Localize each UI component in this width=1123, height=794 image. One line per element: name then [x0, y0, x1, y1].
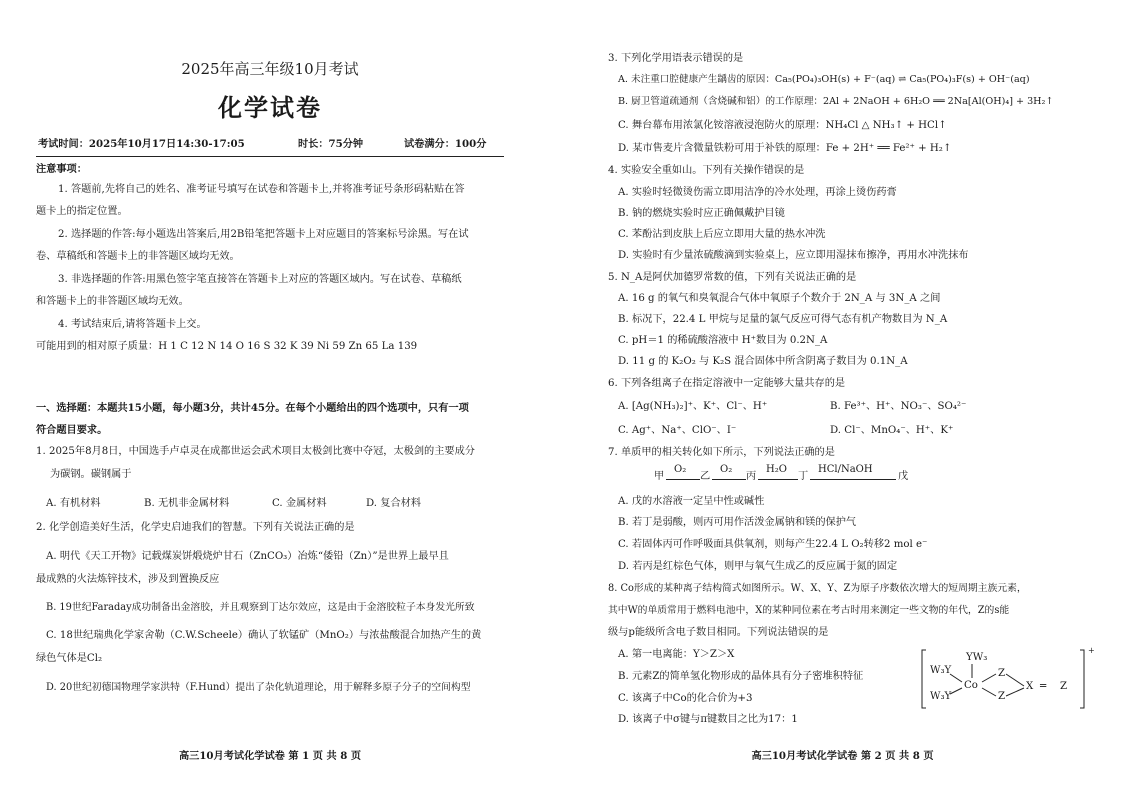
- exam-title: 化学试卷: [218, 93, 322, 122]
- q5-option-d: D. 11 g 的 K₂O₂ 与 K₂S 混合固体中所含阴离子数目为 0.1N_A: [618, 356, 908, 367]
- arrow-4: [810, 479, 896, 480]
- notice-line: 题卡上的指定位置。: [36, 206, 128, 217]
- q4-stem: 4. 实验安全重如山。下列有关操作错误的是: [608, 165, 805, 176]
- q6-option-a: A. [Ag(NH₃)₂]⁺、K⁺、Cl⁻、H⁺: [618, 401, 768, 412]
- ligand-top: YW₃: [966, 652, 988, 663]
- reagent-3: H₂O: [766, 464, 787, 475]
- notice-line: 2. 选择题的作答:每小题选出答案后,用2B铅笔把答题卡上对应题目的答案标号涂黑。写在试: [58, 229, 469, 240]
- reagent-1: O₂: [674, 464, 687, 475]
- q8-stem-cont: 其中W的单质常用于燃料电池中，X的某种同位素在考古时用来测定一些文物的年代，Z的s能: [608, 605, 1010, 616]
- atom-z1: Z: [998, 668, 1006, 679]
- q1-option-a: A. 有机材料: [46, 498, 101, 509]
- q6-option-d: D. Cl⁻、MnO₄⁻、H⁺、K⁺: [830, 425, 954, 436]
- double-bond: ═: [1040, 681, 1047, 692]
- arrow-2: [712, 479, 746, 480]
- q1-option-b: B. 无机非金属材料: [144, 498, 230, 509]
- ion-charge: +: [1088, 646, 1095, 655]
- q1-stem: 1. 2025年8月8日，中国选手卢卓灵在成都世运会武术项目太极剑比赛中夺冠，太极剑的主要成分: [36, 446, 475, 457]
- q3-stem: 3. 下列化学用语表示错误的是: [608, 53, 744, 64]
- q5-option-b: B. 标况下，22.4 L 甲烷与足量的氯气反应可得气态有机产物数目为 N_A: [618, 314, 948, 325]
- q8-stem: 8. Co形成的某种离子结构简式如图所示。W、X、Y、Z为原子序数依次增大的短周期主族元素，: [608, 583, 1027, 594]
- q2-option-b: B. 19世纪Faraday成功制备出金溶胶，并且观察到丁达尔效应，这是由于金溶胶粒子本身发光所致: [46, 602, 475, 613]
- atom-z2: Z: [998, 691, 1006, 702]
- exam-time: 考试时间：2025年10月17日14:30-17:05: [38, 138, 245, 150]
- notice-line: 4. 考试结束后,请将答题卡上交。: [58, 319, 207, 330]
- q1-stem-cont: 为碳钢。碳钢属于: [50, 469, 132, 480]
- q4-option-d: D. 实验时有少量浓硫酸滴到实验桌上，应立即用湿抹布擦净，再用水冲洗抹布: [618, 250, 969, 261]
- notice-line: 和答题卡上的非答题区域均无效。: [36, 296, 189, 307]
- q7-option-c: C. 若固体丙可作呼吸面具供氧剂，则每产生22.4 L O₂转移2 mol e⁻: [618, 539, 928, 550]
- q4-option-a: A. 实验时轻微烫伤需立即用洁净的冷水处理，再涂上烫伤药膏: [618, 187, 897, 198]
- species-yi: 乙: [700, 471, 711, 482]
- q5-stem: 5. N_A是阿伏加德罗常数的值，下列有关说法正确的是: [608, 272, 857, 283]
- q7-stem: 7. 单质甲的相关转化如下所示，下列说法正确的是: [608, 447, 835, 458]
- q8-option-c: C. 该离子中Co的化合价为+3: [618, 693, 753, 704]
- atom-z3: Z: [1060, 681, 1068, 692]
- left-page: [0, 0, 560, 794]
- q2-option-c: C. 18世纪瑞典化学家舍勒（C.W.Scheele）确认了软锰矿（MnO₂）与浓盐酸混合加热产生的黄: [46, 630, 482, 641]
- q2-stem: 2. 化学创造美好生活，化学史启迪我们的智慧。下列有关说法正确的是: [36, 522, 355, 533]
- species-wu: 戊: [898, 471, 909, 482]
- exam-full-score: 试卷满分：100分: [404, 138, 487, 150]
- q8-option-d: D. 该离子中σ键与π键数目之比为17：1: [618, 714, 798, 725]
- q5-option-c: C. pH＝1 的稀硫酸溶液中 H⁺数目为 0.2N_A: [618, 335, 828, 346]
- q4-option-b: B. 钠的燃烧实验时应正确佩戴护目镜: [618, 208, 785, 219]
- section-heading-cont: 符合题目要求。: [36, 424, 108, 436]
- atomic-masses: 可能用到的相对原子质量：H 1 C 12 N 14 O 16 S 32 K 39 Ni 59 Zn 65 La 139: [36, 341, 418, 352]
- arrow-1: [666, 479, 700, 480]
- q6-option-b: B. Fe³⁺、H⁺、NO₃⁻、SO₄²⁻: [830, 401, 967, 412]
- notice-line: 1. 答题前,先将自己的姓名、准考证号填写在试卷和答题卡上,并将准考证号条形码粘贴在答: [58, 184, 465, 195]
- reagent-4: HCl/NaOH: [818, 464, 873, 475]
- cobalt-center: Co: [964, 680, 978, 691]
- q1-option-c: C. 金属材料: [272, 498, 327, 509]
- q2-option-d: D. 20世纪初德国物理学家洪特（F.Hund）提出了杂化轨道理论，用于解释多原子分子的空间构型: [46, 682, 471, 693]
- q8-option-b: B. 元素Z的简单氢化物形成的晶体具有分子密堆积特征: [618, 671, 864, 682]
- q2-option-a: A. 明代《天工开物》记载煤炭饼煅烧炉甘石（ZnCO₃）冶炼“倭铅（Zn）”是世界上最早且: [46, 551, 449, 562]
- page-footer: 高三10月考试化学试卷 第 2 页 共 8 页: [751, 750, 934, 762]
- species-ding: 丁: [798, 471, 809, 482]
- q8-option-a: A. 第一电离能：Y＞Z＞X: [618, 649, 735, 660]
- q3-option-a: A. 未注重口腔健康产生龋齿的原因：Ca₅(PO₄)₃OH(s) + F⁻(aq) ⇌ Ca₅(PO₄)₃F(s) + OH⁻(aq): [618, 74, 1030, 85]
- q6-option-c: C. Ag⁺、Na⁺、ClO⁻、I⁻: [618, 425, 737, 436]
- q4-option-c: C. 苯酚沾到皮肤上后应立即用大量的热水冲洗: [618, 229, 826, 240]
- section-heading: 一、选择题：本题共15小题，每小题3分，共计45分。在每个小题给出的四个选项中，只有一项: [36, 402, 469, 414]
- q2-option-a-cont: 最成熟的火法炼锌技术，涉及到置换反应: [36, 574, 220, 585]
- ligand-left-bottom: W₃Y: [930, 691, 952, 702]
- q6-stem: 6. 下列各组离子在指定溶液中一定能够大量共存的是: [608, 378, 846, 389]
- q3-option-b: B. 厨卫管道疏通剂（含烧碱和铝）的工作原理：2Al + 2NaOH + 6H₂O ══ 2Na[Al(OH)₄] + 3H₂↑: [618, 96, 1054, 107]
- notice-line: 3. 非选择题的作答:用黑色签字笔直接答在答题卡上对应的答题区域内。写在试卷、草稿纸: [58, 274, 462, 285]
- species-bing: 丙: [746, 471, 757, 482]
- arrow-3: [758, 479, 798, 480]
- right-page: [562, 0, 1123, 794]
- page-footer: 高三10月考试化学试卷 第 1 页 共 8 页: [178, 750, 362, 762]
- ligand-left-top: W₃Y: [930, 665, 952, 676]
- q1-option-d: D. 复合材料: [366, 498, 422, 509]
- q8-stem-cont: 级与p能级所含电子数目相同。下列说法错误的是: [608, 627, 829, 638]
- atom-x: X: [1026, 681, 1034, 692]
- q3-option-c: C. 舞台幕布用浓氯化铵溶液浸泡防火的原理：NH₄Cl △ NH₃↑ + HCl↑: [618, 120, 947, 131]
- q5-option-a: A. 16 g 的氧气和臭氧混合气体中氧原子个数介于 2N_A 与 3N_A 之间: [618, 293, 941, 304]
- exam-duration: 时长：75分钟: [298, 138, 364, 150]
- header-divider: [36, 156, 504, 157]
- species-jia: 甲: [654, 471, 665, 482]
- notice-line: 卷、草稿纸和答题卡上的非答题区域均无效。: [36, 251, 240, 262]
- q7-option-d: D. 若丙是红棕色气体，则甲与氧气生成乙的反应属于氮的固定: [618, 561, 898, 572]
- q7-option-a: A. 戊的水溶液一定呈中性或碱性: [618, 496, 765, 507]
- notice-heading: 注意事项：: [36, 163, 87, 175]
- q3-option-d: D. 某市售麦片含微量铁粉可用于补铁的原理：Fe + 2H⁺ ══ Fe²⁺ + H₂↑: [618, 143, 952, 154]
- reagent-2: O₂: [720, 464, 733, 475]
- exam-subtitle: 2025年高三年级10月考试: [181, 60, 359, 78]
- q7-option-b: B. 若丁是弱酸，则丙可用作活泼金属钠和镁的保护气: [618, 517, 857, 528]
- q2-option-c-cont: 绿色气体是Cl₂: [36, 653, 103, 664]
